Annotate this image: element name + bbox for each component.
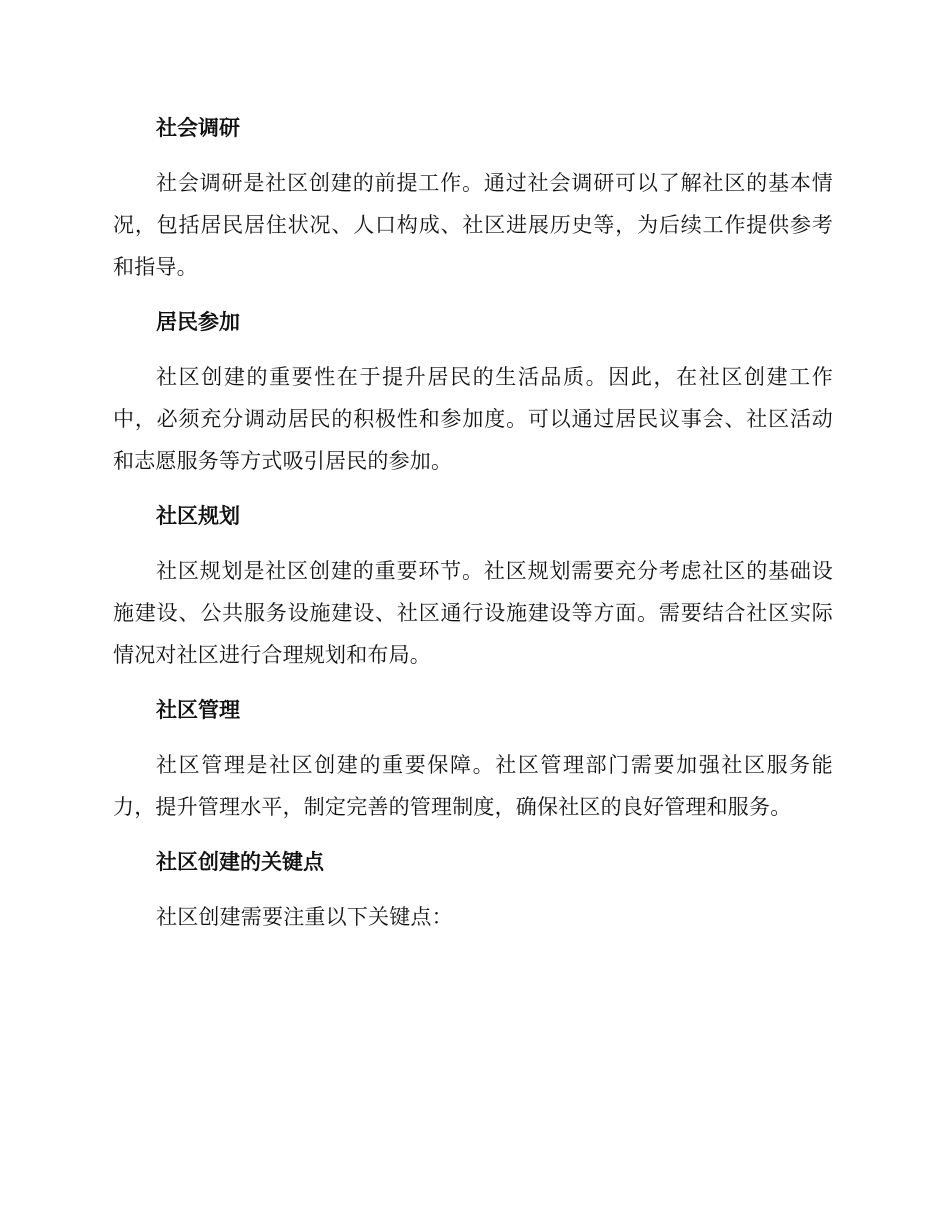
document-page bbox=[113, 108, 833, 938]
section-heading-management: 社区管理 bbox=[156, 698, 240, 722]
section-body-survey: 社会调研是社区创建的前提工作。通过社会调研可以了解社区的基本情况，包括居民居住状况、人口构成、社区进展历史等，为后续工作提供参考和指导。 bbox=[113, 171, 833, 279]
section-body-planning: 社区规划是社区创建的重要环节。社区规划需要充分考虑社区的基础设施建设、公共服务设施建设、社区通行设施建设等方面。需要结合社区实际情况对社区进行合理规划和布局。 bbox=[113, 559, 833, 667]
section-heading-key-points: 社区创建的关键点 bbox=[156, 850, 324, 874]
section-body-key-points: 社区创建需要注重以下关键点： bbox=[156, 905, 453, 929]
section-heading-survey: 社会调研 bbox=[156, 116, 240, 140]
section-body-participation: 社区创建的重要性在于提升居民的生活品质。因此，在社区创建工作中，必须充分调动居民的积极性和参加度。可以通过居民议事会、社区活动和志愿服务等方式吸引居民的参加。 bbox=[113, 365, 833, 473]
section-heading-planning: 社区规划 bbox=[156, 504, 240, 528]
section-heading-participation: 居民参加 bbox=[156, 310, 240, 334]
section-body-management: 社区管理是社区创建的重要保障。社区管理部门需要加强社区服务能力，提升管理水平，制定完善的管理制度，确保社区的良好管理和服务。 bbox=[113, 753, 833, 819]
